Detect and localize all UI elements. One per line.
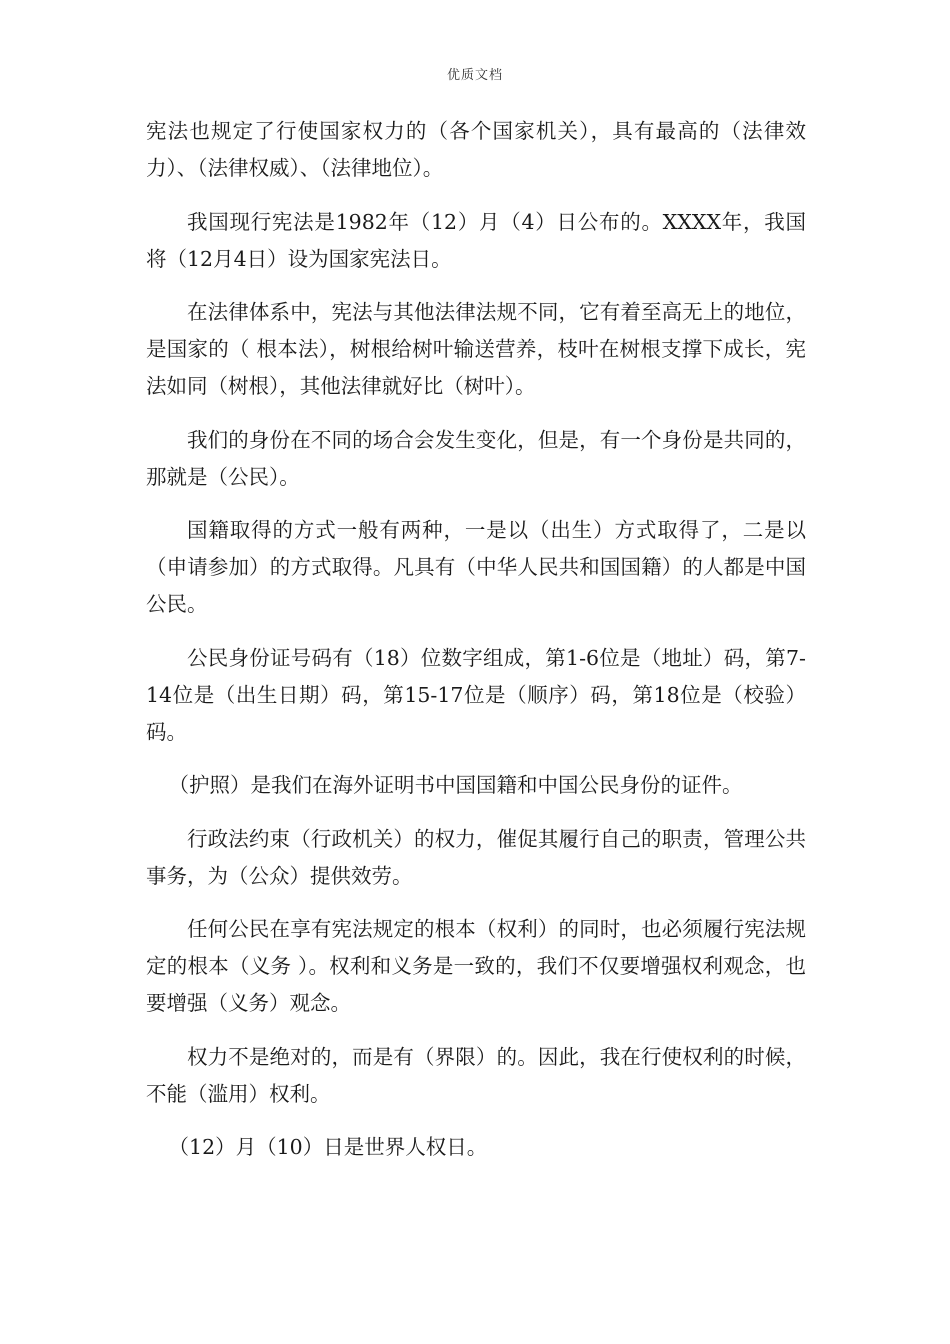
paragraph-rights-limits: 权力不是绝对的，而是有（界限）的。因此，我在行使权利的时候，不能（滥用）权利。 <box>146 1044 806 1106</box>
paragraph-id-number: 公民身份证号码有（18）位数字组成，第1-6位是（地址）码，第7-14位是（出生日期）码，第15-17位是（顺序）码，第18位是（校验）码。 <box>146 645 806 744</box>
page-header: 优质文档 <box>446 68 503 83</box>
paragraph-passport: （护照）是我们在海外证明书中国国籍和中国公民身份的证件。 <box>168 773 743 797</box>
paragraph-citizen-identity: 我们的身份在不同的场合会发生变化，但是，有一个身份是共同的，那就是（公民）。 <box>146 427 806 489</box>
paragraph-nationality: 国籍取得的方式一般有两种，一是以（出生）方式取得了，二是以（申请参加）的方式取得。凡具有（中华人民共和国国籍）的人都是中国公民。 <box>146 518 806 616</box>
paragraph-administrative-law: 行政法约束（行政机关）的权力，催促其履行自己的职责，管理公共事务，为（公众）提供效劳。 <box>146 826 806 888</box>
paragraph-human-rights-day: （12）月（10）日是世界人权日。 <box>168 1135 488 1159</box>
paragraph-rights-duties: 任何公民在享有宪法规定的根本（权利）的同时，也必须履行宪法规定的根本（义务 ）。权利和义务是一致的，我们不仅要增强权利观念，也要增强（义务）观念。 <box>146 917 806 1015</box>
paragraph-constitution-authority: 宪法也规定了行使国家权力的（各个国家机关），具有最高的（法律效力）、（法律权威）、（法律地位）。 <box>146 119 806 180</box>
paragraph-fundamental-law: 在法律体系中，宪法与其他法律法规不同，它有着至高无上的地位，是国家的（ 根本法），树根给树叶输送营养，枝叶在树根支撑下成长，宪法如同（树根），其他法律就好比（树叶）。 <box>146 300 806 398</box>
paragraph-constitution-day: 我国现行宪法是1982年（12）月（4）日公布的。XXXX年，我国将（12月4日）设为国家宪法日。 <box>146 209 806 271</box>
document-body <box>146 113 806 1183</box>
